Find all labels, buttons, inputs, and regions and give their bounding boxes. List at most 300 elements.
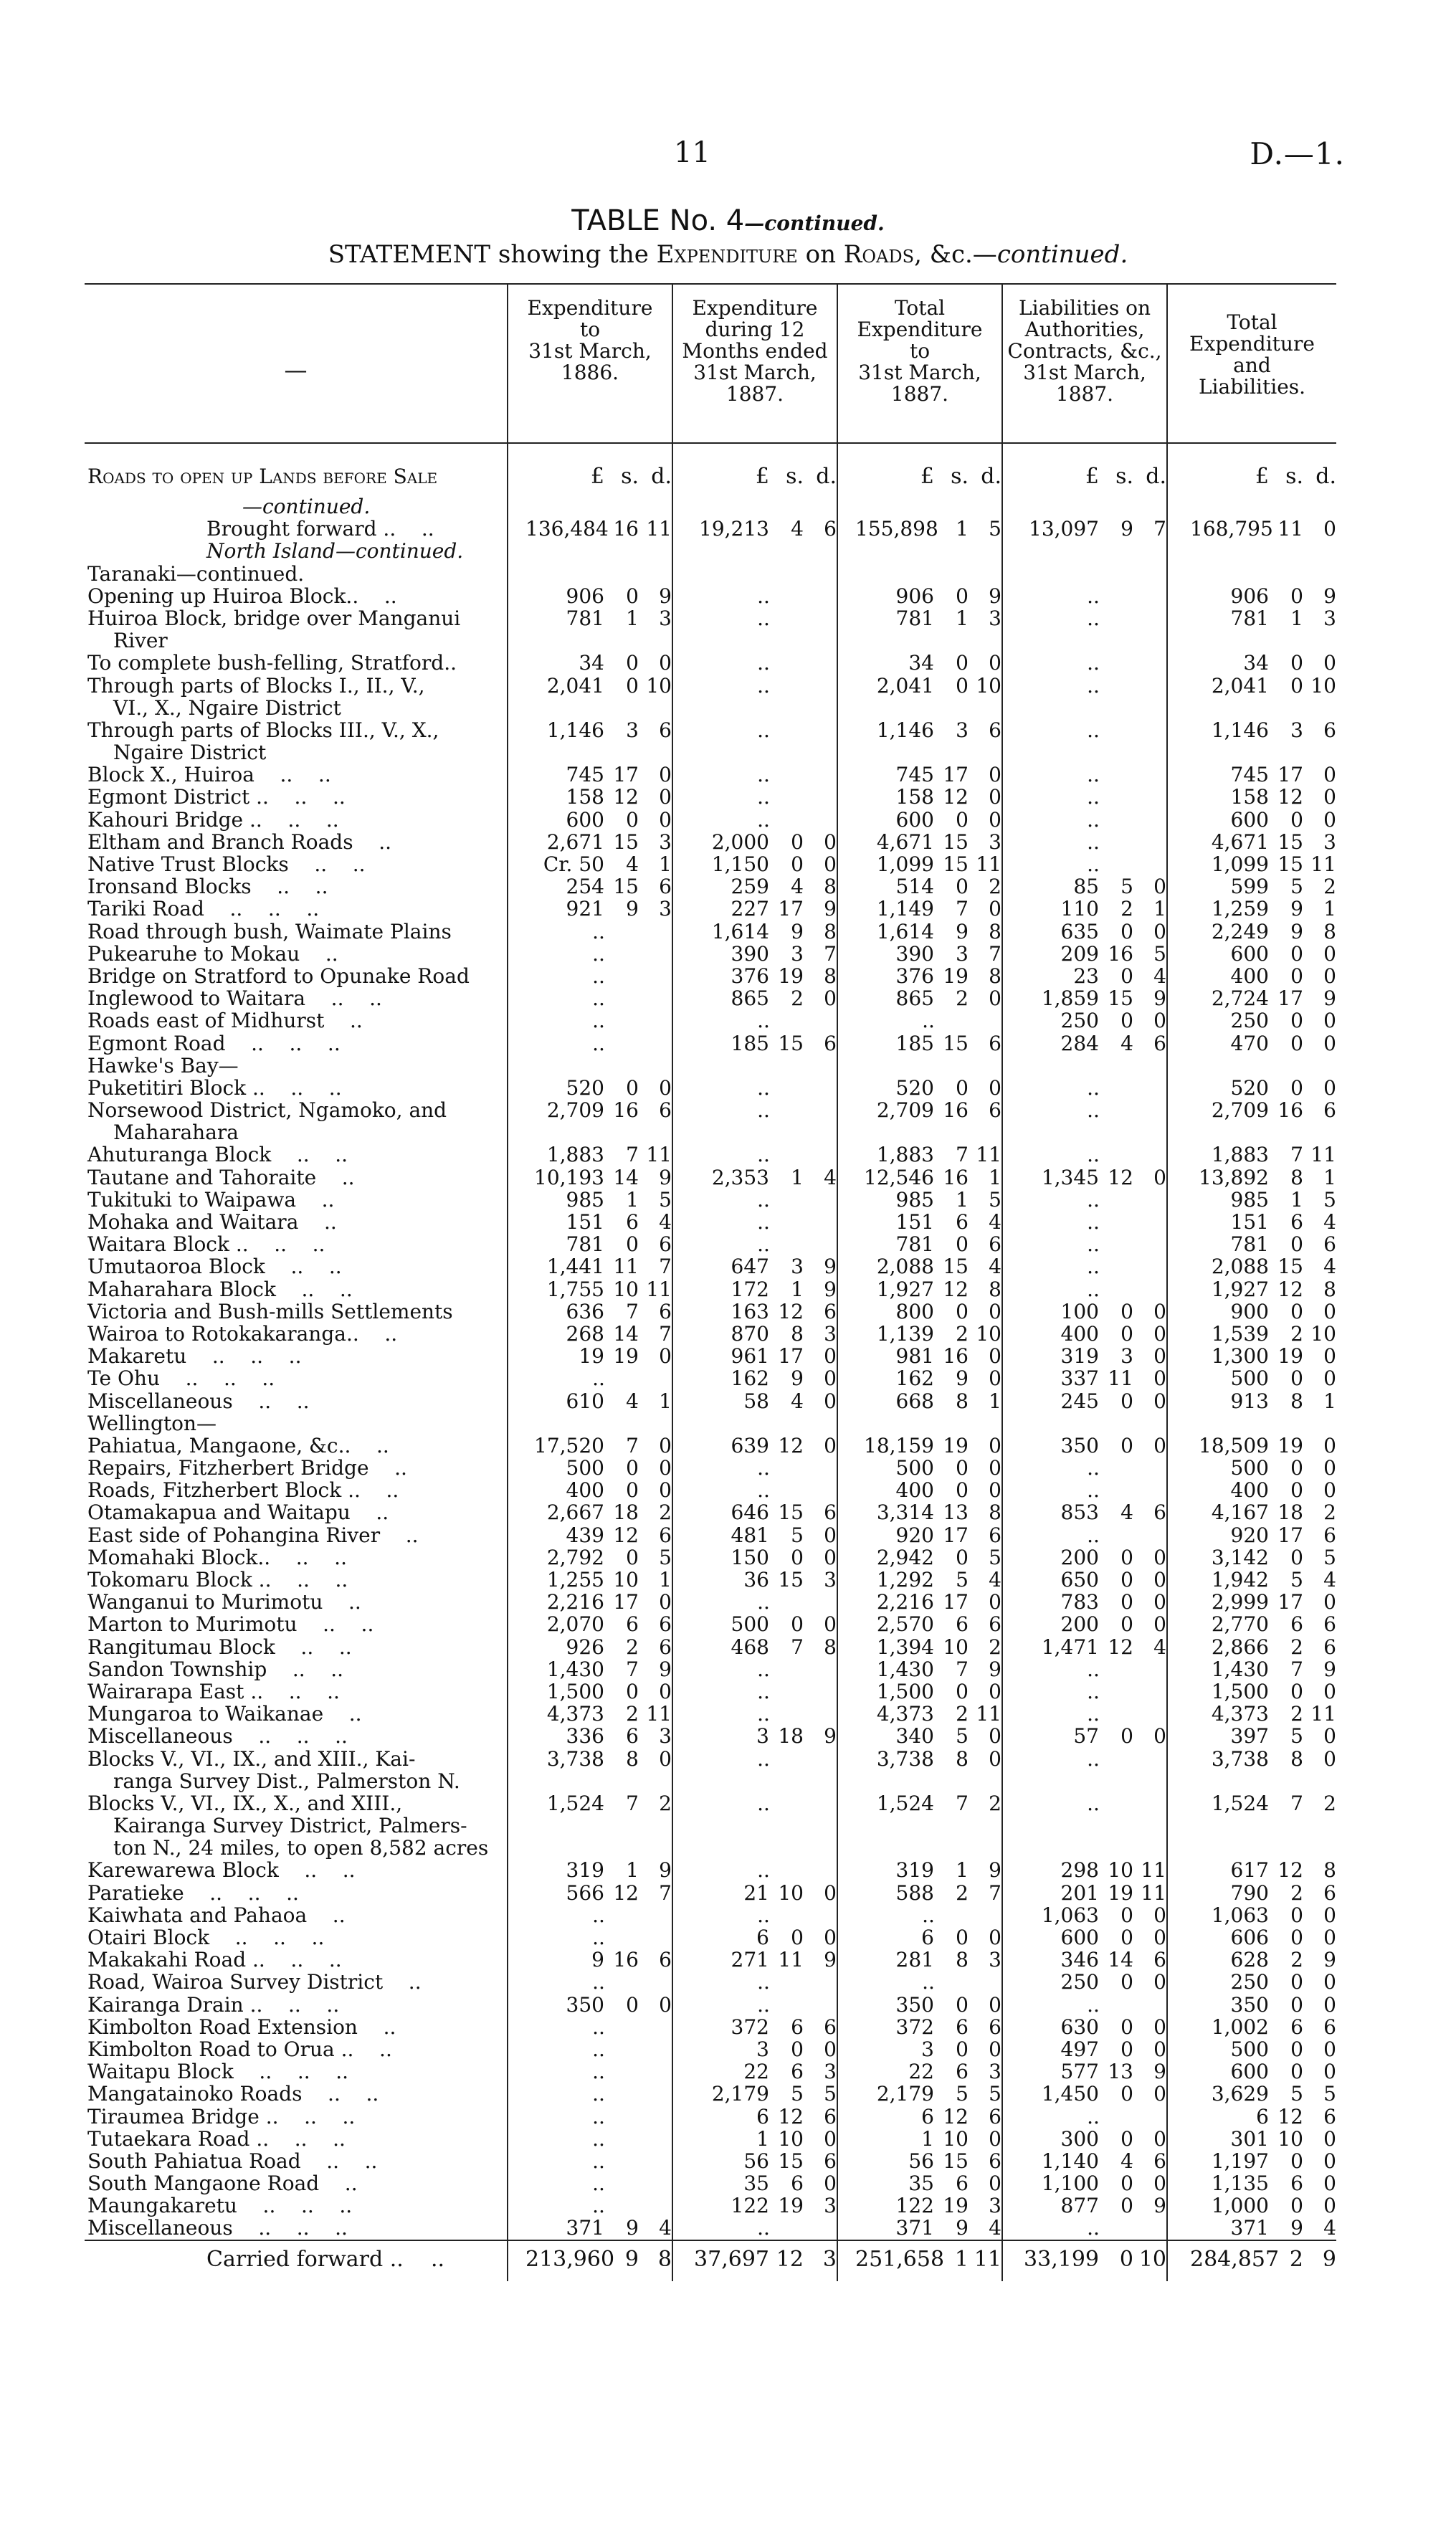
amount-col-1	[508, 1971, 672, 1993]
amount-col-4-shillings: 0	[1120, 2194, 1133, 2218]
row-description: Rangitumau Block .. ..	[85, 1636, 508, 1658]
amount-col-3	[837, 831, 1002, 853]
amount-col-3	[837, 1166, 1002, 1189]
amount-col-3-value	[838, 1882, 1001, 1904]
currency-labels-col-4	[1002, 443, 1167, 495]
amount-col-2-pounds: 870	[731, 1321, 769, 1346]
amount-col-1-value	[508, 585, 672, 607]
amount-col-3-pence: 0	[989, 1366, 1001, 1391]
table-row	[85, 1882, 1336, 1904]
amount-col-1-shillings: 0	[626, 584, 639, 608]
amount-col-2-shillings: 10	[778, 1880, 804, 1905]
amount-col-2-value	[673, 719, 837, 741]
table-row	[85, 2150, 1336, 2172]
amount-col-2	[672, 1345, 837, 1367]
row-description: Ahuturanga Block .. ..	[85, 1143, 508, 1166]
amount-col-3-pounds: 1,292	[876, 1568, 934, 1592]
amount-col-4-dots: ..	[1087, 1232, 1100, 1257]
amount-col-4	[1002, 943, 1167, 965]
amount-col-1-dots: ..	[592, 2149, 605, 2173]
amount-col-2-value	[673, 1032, 837, 1055]
amount-col-4-dots: ..	[1087, 1255, 1100, 1279]
amount-col-1-shillings: 10	[613, 1568, 639, 1592]
amount-col-2	[672, 1882, 837, 1904]
amount-col-1-value	[508, 607, 672, 629]
amount-col-1-value	[508, 1166, 672, 1189]
table-row	[85, 1859, 1336, 1881]
amount-col-3-shillings: 1	[956, 606, 969, 630]
amount-col-5	[1167, 652, 1336, 674]
amount-col-5-shillings: 9	[1290, 919, 1303, 943]
amount-col-4-dots: ..	[1087, 1992, 1100, 2017]
amount-col-2	[672, 1949, 837, 1971]
amount-col-3-pounds: 319	[895, 1858, 934, 1883]
amount-col-5	[1167, 1233, 1336, 1255]
amount-col-4-pence: 0	[1153, 1321, 1166, 1346]
amount-col-2-pence: 7	[824, 941, 837, 966]
row-description: ranga Survey Dist., Palmerston N.	[85, 1770, 508, 1792]
amount-col-5	[1167, 518, 1336, 540]
amount-col-3-value	[838, 2038, 1001, 2060]
amount-col-4-pounds: 85	[1073, 875, 1099, 899]
amount-col-3	[837, 1077, 1002, 1099]
amount-col-3	[837, 1367, 1002, 1389]
amount-col-3	[837, 697, 1002, 719]
amount-col-2-value	[673, 1658, 837, 1680]
amount-col-1-value	[508, 1569, 672, 1591]
carried-forward-col-5-value	[1168, 2247, 1336, 2272]
amount-col-2	[672, 1591, 837, 1613]
row-description: Waitara Block .. .. ..	[85, 1233, 508, 1255]
table-row	[85, 1255, 1336, 1278]
amount-col-2-pence: 0	[824, 1344, 837, 1369]
amount-col-1-shillings: 7	[626, 1433, 639, 1457]
amount-col-5	[1167, 1926, 1336, 1949]
table-row	[85, 719, 1336, 741]
amount-col-1-pounds: 1,441	[546, 1255, 604, 1279]
amount-col-3-shillings: 12	[943, 1277, 969, 1301]
amount-col-3-shillings: 8	[956, 1746, 969, 1771]
amount-col-5-value	[1168, 1994, 1336, 2016]
amount-col-4	[1002, 1859, 1167, 1881]
amount-col-2-dots: ..	[757, 785, 770, 809]
amount-col-5-pounds: 745	[1230, 763, 1269, 787]
amount-col-2	[672, 2172, 837, 2194]
amount-col-4-dots: ..	[1087, 673, 1100, 698]
amount-col-1-value	[508, 1009, 672, 1032]
amount-col-3-pounds: 500	[895, 1456, 934, 1480]
amount-col-1	[508, 831, 672, 853]
amount-col-5-pence: 5	[1323, 1545, 1336, 1569]
amount-col-2-shillings: 12	[778, 1299, 804, 1323]
amount-col-5	[1167, 1345, 1336, 1367]
amount-col-4-dots: ..	[1087, 584, 1100, 608]
amount-col-5-shillings: 12	[1277, 1858, 1303, 1883]
amount-col-3	[837, 875, 1002, 898]
amount-col-4	[1002, 1680, 1167, 1703]
amount-col-3	[837, 2106, 1002, 2128]
amount-col-5-pence: 0	[1323, 651, 1336, 675]
row-description: Taranaki—continued.	[85, 563, 508, 585]
amount-col-3-value	[838, 1479, 1001, 1501]
amount-col-2-value	[673, 786, 837, 808]
amount-col-3-value	[838, 921, 1001, 943]
amount-col-4-value	[1003, 1367, 1166, 1389]
amount-col-5	[1167, 540, 1336, 562]
amount-col-3-pounds: 3,738	[876, 1746, 934, 1771]
amount-col-1-shillings: 10	[613, 1277, 639, 1301]
amount-col-5-value	[1168, 1725, 1336, 1747]
amount-col-3-value	[838, 1859, 1001, 1881]
amount-col-1	[508, 921, 672, 943]
amount-col-3-pence: 7	[989, 1880, 1001, 1905]
amount-col-3-pence: 0	[989, 1679, 1001, 1703]
amount-col-2-value	[673, 965, 837, 987]
amount-col-4-value	[1003, 831, 1166, 853]
amount-col-2-pence: 9	[824, 1255, 837, 1279]
amount-col-2-pounds: 1,150	[711, 852, 769, 876]
amount-col-1	[508, 987, 672, 1009]
amount-col-1-pence: 5	[659, 1545, 672, 1569]
amount-col-5-pounds: 2,088	[1211, 1255, 1269, 1279]
amount-col-2-pounds: 390	[731, 941, 769, 966]
table-row	[85, 831, 1336, 853]
table-row	[85, 1189, 1336, 1211]
amount-col-3	[837, 786, 1002, 808]
amount-col-4-dots: ..	[1087, 1478, 1100, 1503]
row-description: Blocks V., VI., IX., and XIII., Kai-	[85, 1748, 508, 1770]
amount-col-1-shillings: 12	[613, 785, 639, 809]
amount-col-5-value	[1168, 1971, 1336, 1993]
amount-col-2	[672, 1524, 837, 1546]
amount-col-3-pence: 11	[976, 1143, 1001, 1167]
amount-col-3-pence: 0	[989, 1724, 1001, 1749]
amount-col-2-shillings: 19	[778, 2194, 804, 2218]
amount-col-3-value	[838, 1792, 1001, 1814]
amount-col-3-shillings: 1	[956, 517, 969, 541]
table-row	[85, 1055, 1336, 1077]
amount-col-3-value	[838, 2217, 1001, 2239]
amount-col-5	[1167, 675, 1336, 697]
amount-col-1-dots: ..	[592, 2126, 605, 2151]
carried-forward-col-4-pence: 10	[1138, 2246, 1166, 2272]
amount-col-2	[672, 1971, 837, 1993]
amount-col-3-dots: ..	[922, 1009, 935, 1033]
amount-col-5	[1167, 853, 1336, 875]
amount-col-5-shillings: 10	[1277, 2126, 1303, 2151]
amount-col-5-pence: 6	[1323, 718, 1336, 742]
amount-col-5	[1167, 1143, 1336, 1166]
amount-col-2-dots: ..	[757, 718, 770, 742]
amount-col-1	[508, 1255, 672, 1278]
carried-forward-col-2-pounds: 37,697	[694, 2246, 769, 2272]
amount-col-1-value	[508, 2038, 672, 2060]
amount-col-4-value	[1003, 1166, 1166, 1189]
amount-col-3	[837, 1479, 1002, 1501]
amount-col-4-dots: ..	[1087, 2104, 1100, 2128]
amount-col-4	[1002, 831, 1167, 853]
amount-col-5-value	[1168, 2083, 1336, 2105]
amount-col-3	[837, 1680, 1002, 1703]
amount-col-3-pence: 3	[989, 2060, 1001, 2084]
amount-col-1-dots: ..	[592, 2172, 605, 2196]
amount-col-1-pence: 3	[659, 1724, 672, 1749]
amount-col-2-shillings: 7	[791, 1635, 804, 1659]
amount-col-5-shillings: 6	[1290, 2172, 1303, 2196]
amount-col-3	[837, 1300, 1002, 1323]
amount-col-1-value	[508, 1859, 672, 1881]
amount-col-1-pounds: 2,671	[546, 829, 604, 854]
amount-col-5-shillings: 19	[1277, 1433, 1303, 1457]
row-description: Through parts of Blocks I., II., V.,	[85, 675, 508, 697]
header-total-expenditure-and-liabilities	[1167, 284, 1336, 443]
amount-col-1-value	[508, 2016, 672, 2038]
amount-col-3-value	[838, 1323, 1001, 1345]
amount-col-5-value	[1168, 898, 1336, 920]
amount-col-2-pence: 5	[824, 2082, 837, 2106]
amount-col-5-value	[1168, 965, 1336, 987]
amount-col-3-pounds: 6	[921, 2104, 934, 2128]
shilling-label: s.	[1115, 464, 1133, 489]
amount-col-2-value	[673, 1479, 837, 1501]
amount-col-1-pence: 2	[659, 1500, 672, 1525]
amount-col-5	[1167, 2038, 1336, 2060]
amount-col-3-value	[838, 1390, 1001, 1412]
amount-col-3-pounds: 668	[895, 1389, 934, 1413]
amount-col-4-shillings: 0	[1120, 964, 1133, 988]
amount-col-4-pence: 4	[1153, 964, 1166, 988]
amount-col-3-pounds: 981	[895, 1344, 934, 1369]
amount-col-1-pence: 0	[659, 1746, 672, 1771]
amount-col-5	[1167, 2194, 1336, 2217]
amount-col-4-dots: ..	[1087, 763, 1100, 787]
amount-col-2-pence: 6	[824, 2104, 837, 2128]
amount-col-1-pounds: 268	[566, 1321, 604, 1346]
amount-col-2-pence: 6	[824, 1500, 837, 1525]
amount-col-3-pence: 3	[989, 606, 1001, 630]
amount-col-3-pounds: 4,671	[876, 829, 934, 854]
amount-col-3-pence: 10	[976, 1321, 1001, 1346]
amount-col-3-pence: 0	[989, 1075, 1001, 1100]
amount-col-1-pounds: 1,255	[546, 1568, 604, 1592]
amount-col-2-shillings: 5	[791, 2082, 804, 2106]
amount-col-2-pence: 9	[824, 897, 837, 921]
row-description: Paratieke .. .. ..	[85, 1882, 508, 1904]
amount-col-3-value	[838, 786, 1001, 808]
amount-col-4-dots: ..	[1087, 829, 1100, 854]
amount-col-1	[508, 1748, 672, 1770]
amount-col-5	[1167, 1367, 1336, 1389]
amount-col-2-value	[673, 585, 837, 607]
amount-col-1-value	[508, 675, 672, 697]
amount-col-3-value	[838, 1524, 1001, 1546]
amount-col-2-value	[673, 2038, 837, 2060]
row-description: Norsewood District, Ngamoko, and	[85, 1099, 508, 1121]
amount-col-3-shillings: 13	[943, 1500, 969, 1525]
amount-col-1-pence: 6	[659, 1948, 672, 1972]
table-row	[85, 1233, 1336, 1255]
amount-col-2-pence: 8	[824, 1635, 837, 1659]
amount-col-4-dots: ..	[1087, 1210, 1100, 1234]
expenditure-table	[85, 283, 1336, 2281]
amount-col-3-value	[838, 518, 1001, 540]
amount-col-3-pence: 0	[989, 1478, 1001, 1503]
amount-col-1-shillings: 2	[626, 1702, 639, 1726]
amount-col-1-shillings: 0	[626, 1478, 639, 1503]
amount-col-3	[837, 1233, 1002, 1255]
amount-col-1-pence: 3	[659, 829, 672, 854]
amount-col-4	[1002, 1591, 1167, 1613]
amount-col-2-shillings: 3	[791, 1255, 804, 1279]
carried-forward-col-4	[1002, 2240, 1167, 2281]
amount-col-2	[672, 1121, 837, 1143]
amount-col-4-shillings: 16	[1108, 941, 1133, 966]
amount-col-1-value	[508, 921, 672, 943]
amount-col-3-pounds: 2,942	[876, 1545, 934, 1569]
amount-col-5-value	[1168, 1278, 1336, 1300]
amount-col-3-shillings: 0	[956, 584, 969, 608]
amount-col-3	[837, 1748, 1002, 1770]
amount-col-1-value	[508, 853, 672, 875]
amount-col-5-shillings: 8	[1290, 1746, 1303, 1771]
amount-col-5-value	[1168, 2060, 1336, 2083]
amount-col-2-dots: ..	[757, 1232, 770, 1257]
amount-col-3-pence: 2	[989, 1791, 1001, 1815]
carried-forward-col-3-pence: 11	[974, 2246, 1001, 2272]
amount-col-5-pence: 1	[1323, 897, 1336, 921]
amount-col-3-value	[838, 1189, 1001, 1211]
amount-col-1-pence: 9	[659, 1858, 672, 1883]
amount-col-5-pence: 0	[1323, 1903, 1336, 1927]
amount-col-1-pence: 1	[659, 1568, 672, 1592]
amount-col-3	[837, 1255, 1002, 1278]
amount-col-5	[1167, 1077, 1336, 1099]
amount-col-5-pounds: 2,249	[1211, 919, 1269, 943]
amount-col-4-pence: 0	[1153, 2037, 1166, 2061]
pence-label: d.	[981, 464, 1001, 489]
amount-col-3-pounds: 390	[895, 941, 934, 966]
row-description: Roads east of Midhurst ..	[85, 1009, 508, 1032]
amount-col-5-shillings: 9	[1290, 2216, 1303, 2240]
amount-col-5	[1167, 809, 1336, 831]
amount-col-2-value	[673, 607, 837, 629]
amount-col-5-pounds: 3,738	[1211, 1746, 1269, 1771]
amount-col-1-value	[508, 1882, 672, 1904]
amount-col-5-pence: 0	[1323, 2172, 1336, 2196]
amount-col-2-value	[673, 1636, 837, 1658]
table-row	[85, 629, 1336, 652]
amount-col-5-pounds: 1,883	[1211, 1143, 1269, 1167]
amount-col-1-shillings: 11	[613, 1255, 639, 1279]
amount-col-3-shillings: 7	[956, 1657, 969, 1681]
row-description: River	[85, 629, 508, 652]
amount-col-2	[672, 1859, 837, 1881]
amount-col-4	[1002, 1390, 1167, 1412]
amount-col-5-shillings: 17	[1277, 986, 1303, 1011]
amount-col-2	[672, 2060, 837, 2083]
table-row	[85, 1077, 1336, 1099]
amount-col-3-value	[838, 1300, 1001, 1323]
amount-col-3	[837, 629, 1002, 652]
amount-col-1-value	[508, 719, 672, 741]
amount-col-1	[508, 1703, 672, 1725]
amount-col-5-pounds: 920	[1230, 1523, 1269, 1547]
table-row	[85, 1792, 1336, 1814]
amount-col-2	[672, 2128, 837, 2150]
amount-col-5-value	[1168, 1680, 1336, 1703]
amount-col-1-pence: 1	[659, 852, 672, 876]
amount-col-3	[837, 2038, 1002, 2060]
amount-col-4-dots: ..	[1087, 606, 1100, 630]
amount-col-2-value	[673, 1859, 837, 1881]
amount-col-5-pounds: 1,430	[1211, 1657, 1269, 1681]
amount-col-5-value	[1168, 1926, 1336, 1949]
row-description: Mohaka and Waitara ..	[85, 1211, 508, 1233]
amount-col-3-shillings: 19	[943, 1433, 969, 1457]
amount-col-1-shillings: 0	[626, 1545, 639, 1569]
amount-col-5-value	[1168, 1300, 1336, 1323]
amount-col-3-pence: 5	[989, 517, 1001, 541]
amount-col-5	[1167, 1882, 1336, 1904]
amount-col-4-dots: ..	[1087, 1746, 1100, 1771]
amount-col-5-pence: 0	[1323, 1075, 1336, 1100]
amount-col-5	[1167, 1994, 1336, 2016]
amount-col-5-pence: 2	[1323, 875, 1336, 899]
row-description: Bridge on Stratford to Opunake Road	[85, 965, 508, 987]
amount-col-4-pence: 0	[1153, 1590, 1166, 1614]
amount-col-5-shillings: 15	[1277, 852, 1303, 876]
amount-col-2	[672, 1412, 837, 1435]
currency-labels-col-1	[508, 443, 672, 495]
amount-col-4-shillings: 0	[1120, 1724, 1133, 1749]
amount-col-2-value	[673, 2083, 837, 2105]
amount-col-2-dots: ..	[757, 1970, 770, 1994]
amount-col-4-value	[1003, 1748, 1166, 1770]
amount-col-5-pence: 11	[1310, 852, 1336, 876]
amount-col-2-pounds: 2,353	[711, 1165, 769, 1189]
amount-col-3-pounds: 1,099	[876, 852, 934, 876]
amount-col-2-pence: 8	[824, 919, 837, 943]
amount-col-5-value	[1168, 1591, 1336, 1613]
amount-col-4-value	[1003, 1211, 1166, 1233]
amount-col-4	[1002, 495, 1167, 518]
amount-col-3-value	[838, 1143, 1001, 1166]
table-row	[85, 1680, 1336, 1703]
amount-col-4-value	[1003, 1278, 1166, 1300]
amount-col-5-shillings: 0	[1290, 1926, 1303, 1949]
amount-col-2-value	[673, 1345, 837, 1367]
shilling-label: s.	[621, 464, 639, 489]
amount-col-4	[1002, 1926, 1167, 1949]
amount-col-1-value	[508, 764, 672, 786]
amount-col-4	[1002, 898, 1167, 920]
amount-col-5-pence: 0	[1323, 2194, 1336, 2218]
amount-col-3-pence: 0	[989, 651, 1001, 675]
amount-col-4-value	[1003, 585, 1166, 607]
amount-col-4-shillings: 0	[1120, 1612, 1133, 1637]
amount-col-4-value	[1003, 1390, 1166, 1412]
table-row	[85, 1099, 1336, 1121]
amount-col-3-value	[838, 1009, 1001, 1032]
amount-col-5	[1167, 943, 1336, 965]
amount-col-3-pounds: 745	[895, 763, 934, 787]
amount-col-2-shillings: 12	[778, 1433, 804, 1457]
amount-col-1	[508, 1435, 672, 1457]
amount-col-1-pence: 0	[659, 651, 672, 675]
amount-col-1-shillings: 0	[626, 1232, 639, 1257]
amount-col-3-shillings: 5	[956, 1568, 969, 1592]
amount-col-1-dots: ..	[592, 2082, 605, 2106]
